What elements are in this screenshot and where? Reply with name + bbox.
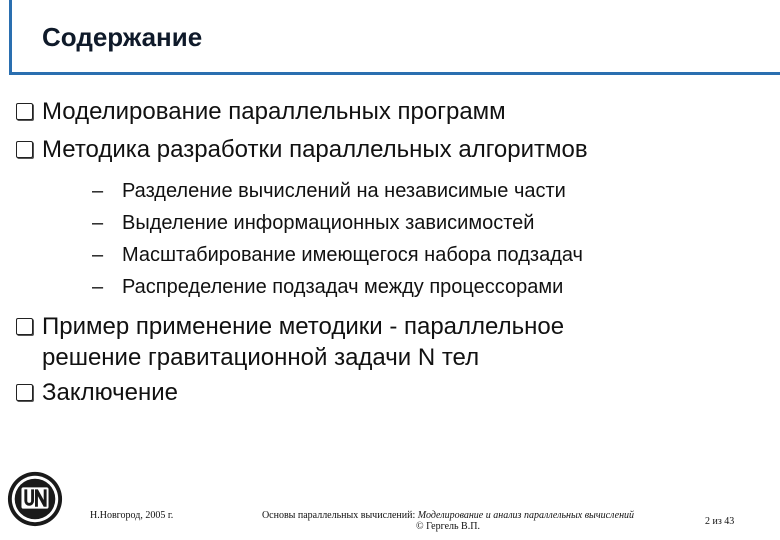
sub-item <box>92 239 774 271</box>
slide-content <box>14 96 774 408</box>
title-accent-vertical <box>9 0 12 74</box>
footer-course-plain: Основы параллельных вычислений: <box>261 510 418 521</box>
checkbox-icon <box>16 384 33 401</box>
bullet-text: Заключение <box>42 379 178 406</box>
sub-item <box>92 175 774 207</box>
page-number: 2 из 43 <box>705 516 735 527</box>
sub-item <box>92 207 774 239</box>
sub-item-text: Распределение подзадач между процессорами <box>122 276 564 298</box>
slide-title: Содержание <box>42 22 203 52</box>
sub-item-text: Выделение информационных зависимостей <box>122 212 535 234</box>
sub-item <box>92 271 774 303</box>
dash-marker: – <box>92 212 104 234</box>
bullet-text: Пример применение методики - параллельное решение гравитационной задачи N тел <box>42 313 565 371</box>
dash-marker: – <box>92 180 104 202</box>
sub-item-text: Масштабирование имеющегося набора подзадач <box>122 244 583 266</box>
unn-logo <box>6 470 64 528</box>
footer-course <box>258 510 638 532</box>
bullet-item <box>14 96 774 127</box>
checkbox-icon <box>16 318 33 335</box>
bullet-item <box>14 377 774 408</box>
bullet-item <box>14 134 774 165</box>
bullet-item <box>14 311 774 373</box>
footer-author: © Гергель В.П. <box>416 521 480 532</box>
footer-course-italic: Моделирование и анализ параллельных вычислений <box>417 510 635 521</box>
dash-marker: – <box>92 276 104 298</box>
dash-marker: – <box>92 244 104 266</box>
bullet-text: Моделирование параллельных программ <box>42 98 506 125</box>
bullet-text: Методика разработки параллельных алгоритмов <box>42 136 588 163</box>
title-accent-horizontal <box>9 72 780 75</box>
sub-item-text: Разделение вычислений на независимые части <box>122 180 566 202</box>
sub-list <box>92 175 774 303</box>
checkbox-icon <box>16 141 33 158</box>
footer-city-year: Н.Новгород, 2005 г. <box>90 510 174 521</box>
checkbox-icon <box>16 103 33 120</box>
